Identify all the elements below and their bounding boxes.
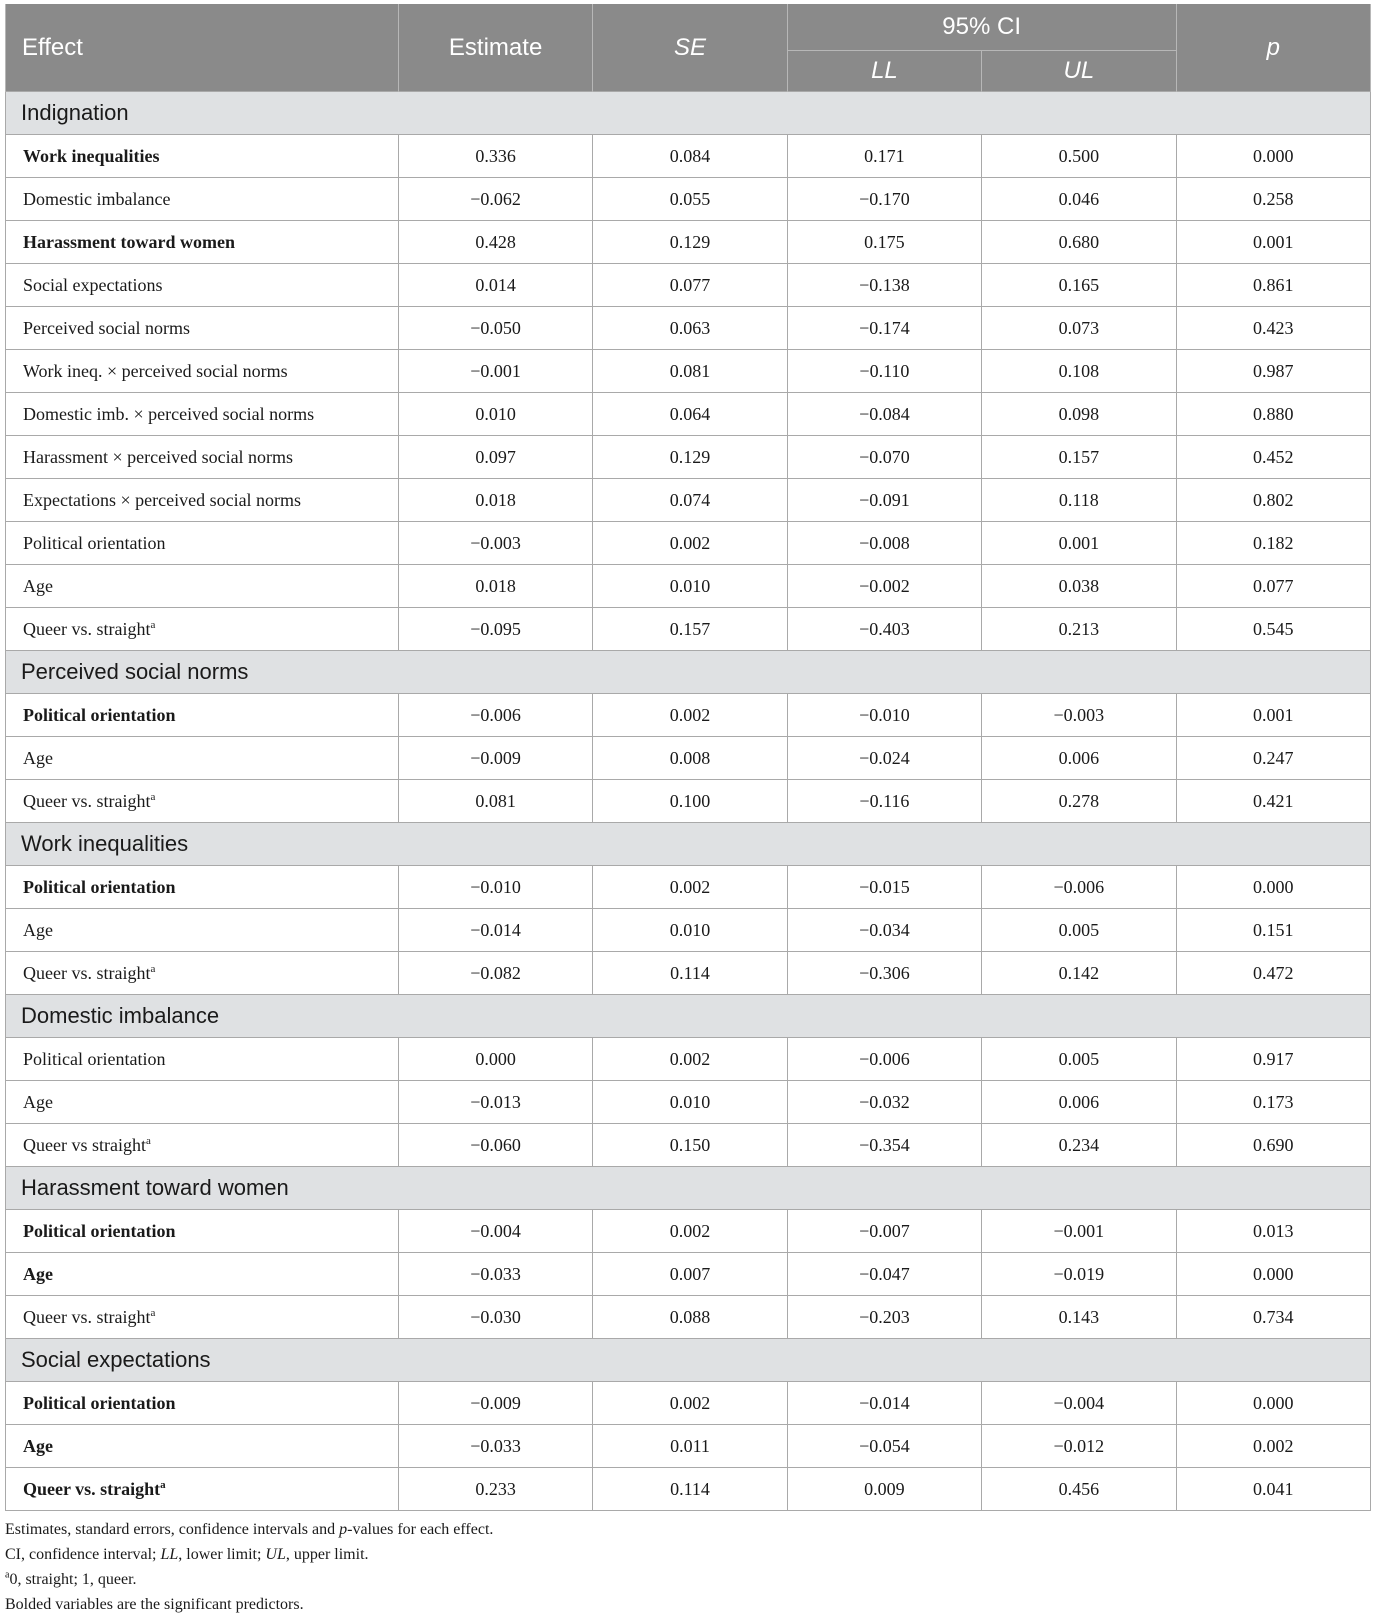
ll-cell: −0.110	[787, 350, 981, 393]
effect-cell	[6, 264, 399, 307]
effect-label: Queer vs. straight	[23, 962, 151, 983]
table-row	[6, 1210, 1371, 1253]
se-cell: 0.010	[593, 1081, 787, 1124]
p-cell: 0.041	[1176, 1468, 1370, 1511]
effect-label: Age	[23, 919, 53, 940]
ul-cell: 0.006	[982, 1081, 1176, 1124]
p-cell: 0.077	[1176, 565, 1370, 608]
effect-cell	[6, 1382, 399, 1425]
se-cell: 0.100	[593, 780, 787, 823]
ll-cell: −0.007	[787, 1210, 981, 1253]
se-cell: 0.084	[593, 135, 787, 178]
effect-label: Political orientation	[23, 1220, 176, 1241]
effect-label: Social expectations	[23, 274, 163, 295]
estimate-cell: −0.033	[398, 1425, 592, 1468]
effect-cell	[6, 221, 399, 264]
footnote-marker: a	[150, 790, 156, 803]
estimate-cell: 0.018	[398, 479, 592, 522]
estimate-cell: −0.050	[398, 307, 592, 350]
ul-cell: 0.006	[982, 737, 1176, 780]
se-cell: 0.010	[593, 565, 787, 608]
ll-cell: −0.091	[787, 479, 981, 522]
section-header-row	[6, 1167, 1371, 1210]
effect-cell	[6, 909, 399, 952]
p-cell: 0.001	[1176, 694, 1370, 737]
estimate-cell: 0.233	[398, 1468, 592, 1511]
ul-cell: −0.019	[982, 1253, 1176, 1296]
table-row	[6, 221, 1371, 264]
estimate-cell: −0.060	[398, 1124, 592, 1167]
p-cell: 0.013	[1176, 1210, 1370, 1253]
ul-cell: 0.005	[982, 1038, 1176, 1081]
se-cell: 0.074	[593, 479, 787, 522]
effect-label: Political orientation	[23, 876, 176, 897]
effect-label: Political orientation	[23, 1392, 176, 1413]
section-title: Harassment toward women	[6, 1167, 1371, 1210]
ll-cell: −0.084	[787, 393, 981, 436]
effect-cell	[6, 1253, 399, 1296]
estimate-cell: −0.001	[398, 350, 592, 393]
footnote-line: Bolded variables are the significant predictors.	[5, 1596, 304, 1613]
ul-cell: −0.006	[982, 866, 1176, 909]
ul-cell: 0.680	[982, 221, 1176, 264]
ul-cell: 0.038	[982, 565, 1176, 608]
ul-cell: 0.165	[982, 264, 1176, 307]
estimate-cell: −0.033	[398, 1253, 592, 1296]
table-row	[6, 522, 1371, 565]
ul-cell: 0.142	[982, 952, 1176, 995]
footnote-marker: a	[150, 618, 156, 631]
effect-cell	[6, 1296, 399, 1339]
table-row	[6, 393, 1371, 436]
ll-cell: −0.203	[787, 1296, 981, 1339]
se-cell: 0.081	[593, 350, 787, 393]
se-cell: 0.002	[593, 1038, 787, 1081]
effect-label: Political orientation	[23, 1048, 166, 1069]
section-header-row	[6, 823, 1371, 866]
ll-cell: −0.354	[787, 1124, 981, 1167]
p-cell: 0.545	[1176, 608, 1370, 651]
effect-label: Work inequalities	[23, 145, 160, 166]
effect-label: Domestic imbalance	[23, 188, 171, 209]
effect-label: Age	[23, 1263, 53, 1284]
ul-cell: 0.046	[982, 178, 1176, 221]
effect-cell	[6, 479, 399, 522]
p-cell: 0.000	[1176, 866, 1370, 909]
se-cell: 0.077	[593, 264, 787, 307]
p-cell: 0.917	[1176, 1038, 1370, 1081]
header-estimate: Estimate	[398, 4, 592, 92]
se-cell: 0.114	[593, 1468, 787, 1511]
effect-cell	[6, 565, 399, 608]
ul-cell: 0.118	[982, 479, 1176, 522]
table-row	[6, 866, 1371, 909]
section-title: Work inequalities	[6, 823, 1371, 866]
ul-cell: 0.456	[982, 1468, 1176, 1511]
effect-cell	[6, 393, 399, 436]
effect-cell	[6, 350, 399, 393]
footnote-line: $^a$0, straight; 1, queer.	[5, 1569, 137, 1588]
footnote-line: CI, confidence interval; LL, lower limit; UL, upper limit.	[5, 1546, 369, 1563]
p-cell: 0.421	[1176, 780, 1370, 823]
effect-label: Perceived social norms	[23, 317, 190, 338]
table-row	[6, 1468, 1371, 1511]
ll-cell: −0.002	[787, 565, 981, 608]
p-cell: 0.452	[1176, 436, 1370, 479]
se-cell: 0.157	[593, 608, 787, 651]
effect-cell	[6, 436, 399, 479]
ul-cell: −0.003	[982, 694, 1176, 737]
p-cell: 0.987	[1176, 350, 1370, 393]
ll-cell: −0.174	[787, 307, 981, 350]
table-footnotes	[5, 1517, 1371, 1617]
table-row	[6, 1425, 1371, 1468]
effect-cell	[6, 952, 399, 995]
se-cell: 0.002	[593, 522, 787, 565]
table-row	[6, 264, 1371, 307]
ul-cell: 0.001	[982, 522, 1176, 565]
effect-label: Queer vs. straight	[23, 790, 151, 811]
ul-cell: 0.278	[982, 780, 1176, 823]
table-row	[6, 479, 1371, 522]
table-row	[6, 135, 1371, 178]
ll-cell: −0.008	[787, 522, 981, 565]
estimate-cell: −0.009	[398, 1382, 592, 1425]
table-row	[6, 307, 1371, 350]
ul-cell: 0.108	[982, 350, 1176, 393]
section-title: Perceived social norms	[6, 651, 1371, 694]
effect-cell	[6, 1038, 399, 1081]
ul-cell: 0.500	[982, 135, 1176, 178]
p-cell: 0.880	[1176, 393, 1370, 436]
ll-cell: −0.170	[787, 178, 981, 221]
table-row	[6, 1382, 1371, 1425]
table-row	[6, 780, 1371, 823]
p-cell: 0.173	[1176, 1081, 1370, 1124]
ll-cell: −0.014	[787, 1382, 981, 1425]
header-effect: Effect	[6, 4, 399, 92]
table-row	[6, 1124, 1371, 1167]
effect-label: Queer vs. straight	[23, 618, 151, 639]
header-ll: LL	[787, 51, 981, 92]
table-row	[6, 436, 1371, 479]
table-row	[6, 694, 1371, 737]
effect-label: Political orientation	[23, 704, 176, 725]
estimate-cell: 0.081	[398, 780, 592, 823]
se-cell: 0.002	[593, 1210, 787, 1253]
estimate-cell: −0.014	[398, 909, 592, 952]
se-cell: 0.002	[593, 1382, 787, 1425]
estimate-cell: −0.013	[398, 1081, 592, 1124]
effect-cell	[6, 1124, 399, 1167]
section-header-row	[6, 92, 1371, 135]
section-header-row	[6, 1339, 1371, 1382]
table-row	[6, 1038, 1371, 1081]
effect-cell	[6, 1468, 399, 1511]
se-cell: 0.063	[593, 307, 787, 350]
effect-cell	[6, 1210, 399, 1253]
table-body	[6, 92, 1371, 1511]
estimate-cell: −0.004	[398, 1210, 592, 1253]
header-ul: UL	[982, 51, 1176, 92]
estimate-cell: 0.018	[398, 565, 592, 608]
effect-cell	[6, 608, 399, 651]
effect-label: Work ineq. × perceived social norms	[23, 360, 288, 381]
table-row	[6, 608, 1371, 651]
ll-cell: −0.138	[787, 264, 981, 307]
ul-cell: 0.098	[982, 393, 1176, 436]
ll-cell: 0.171	[787, 135, 981, 178]
effect-label: Queer vs straight	[23, 1134, 146, 1155]
estimate-cell: −0.082	[398, 952, 592, 995]
ul-cell: 0.157	[982, 436, 1176, 479]
header-se: SE	[593, 4, 787, 92]
ul-cell: 0.073	[982, 307, 1176, 350]
results-table	[5, 4, 1371, 1511]
effect-label: Age	[23, 1091, 53, 1112]
table-row	[6, 1296, 1371, 1339]
table-row	[6, 952, 1371, 995]
estimate-cell: −0.030	[398, 1296, 592, 1339]
p-cell: 0.472	[1176, 952, 1370, 995]
effect-cell	[6, 780, 399, 823]
estimate-cell: 0.000	[398, 1038, 592, 1081]
estimate-cell: −0.010	[398, 866, 592, 909]
ll-cell: −0.032	[787, 1081, 981, 1124]
section-header-row	[6, 995, 1371, 1038]
table-header	[6, 4, 1371, 92]
estimate-cell: 0.097	[398, 436, 592, 479]
ll-cell: −0.006	[787, 1038, 981, 1081]
se-cell: 0.064	[593, 393, 787, 436]
p-cell: 0.734	[1176, 1296, 1370, 1339]
section-title: Indignation	[6, 92, 1371, 135]
table-row	[6, 737, 1371, 780]
table-row	[6, 909, 1371, 952]
ul-cell: 0.213	[982, 608, 1176, 651]
effect-label: Age	[23, 1435, 53, 1456]
estimate-cell: −0.095	[398, 608, 592, 651]
estimate-cell: −0.003	[398, 522, 592, 565]
ul-cell: 0.143	[982, 1296, 1176, 1339]
estimate-cell: −0.062	[398, 178, 592, 221]
effect-label: Harassment toward women	[23, 231, 235, 252]
effect-cell	[6, 737, 399, 780]
effect-label: Domestic imb. × perceived social norms	[23, 403, 315, 424]
ll-cell: −0.403	[787, 608, 981, 651]
ll-cell: −0.015	[787, 866, 981, 909]
se-cell: 0.114	[593, 952, 787, 995]
p-cell: 0.000	[1176, 135, 1370, 178]
ul-cell: 0.005	[982, 909, 1176, 952]
effect-label: Queer vs. straight	[23, 1306, 151, 1327]
ll-cell: −0.024	[787, 737, 981, 780]
ll-cell: −0.054	[787, 1425, 981, 1468]
header-ci: 95% CI	[787, 4, 1176, 51]
footnote-line: Estimates, standard errors, confidence intervals and p-values for each effect.	[5, 1521, 494, 1538]
p-cell: 0.000	[1176, 1382, 1370, 1425]
footnote-marker: a	[145, 1134, 151, 1147]
effect-cell	[6, 694, 399, 737]
ll-cell: −0.047	[787, 1253, 981, 1296]
effect-cell	[6, 307, 399, 350]
ll-cell: −0.306	[787, 952, 981, 995]
se-cell: 0.129	[593, 221, 787, 264]
se-cell: 0.088	[593, 1296, 787, 1339]
effect-cell	[6, 1425, 399, 1468]
ll-cell: −0.116	[787, 780, 981, 823]
ul-cell: −0.001	[982, 1210, 1176, 1253]
effect-label: Harassment × perceived social norms	[23, 446, 294, 467]
se-cell: 0.007	[593, 1253, 787, 1296]
table-row	[6, 565, 1371, 608]
ll-cell: 0.175	[787, 221, 981, 264]
p-cell: 0.423	[1176, 307, 1370, 350]
estimate-cell: 0.010	[398, 393, 592, 436]
effect-label: Age	[23, 747, 53, 768]
p-cell: 0.802	[1176, 479, 1370, 522]
estimate-cell: 0.428	[398, 221, 592, 264]
se-cell: 0.011	[593, 1425, 787, 1468]
p-cell: 0.861	[1176, 264, 1370, 307]
table-row	[6, 1253, 1371, 1296]
estimate-cell: 0.014	[398, 264, 592, 307]
effect-label: Age	[23, 575, 53, 596]
effect-cell	[6, 866, 399, 909]
footnote-marker: a	[160, 1478, 166, 1491]
se-cell: 0.150	[593, 1124, 787, 1167]
estimate-cell: 0.336	[398, 135, 592, 178]
se-cell: 0.002	[593, 866, 787, 909]
p-cell: 0.258	[1176, 178, 1370, 221]
effect-label: Political orientation	[23, 532, 166, 553]
ul-cell: −0.004	[982, 1382, 1176, 1425]
p-cell: 0.001	[1176, 221, 1370, 264]
estimate-cell: −0.009	[398, 737, 592, 780]
se-cell: 0.129	[593, 436, 787, 479]
p-cell: 0.000	[1176, 1253, 1370, 1296]
table-row	[6, 350, 1371, 393]
table-row	[6, 1081, 1371, 1124]
effect-label: Queer vs. straight	[23, 1478, 161, 1499]
section-header-row	[6, 651, 1371, 694]
p-cell: 0.690	[1176, 1124, 1370, 1167]
footnote-marker: a	[150, 1306, 156, 1319]
se-cell: 0.055	[593, 178, 787, 221]
ll-cell: −0.010	[787, 694, 981, 737]
footnote-marker: a	[150, 962, 156, 975]
effect-label: Expectations × perceived social norms	[23, 489, 302, 510]
se-cell: 0.010	[593, 909, 787, 952]
estimate-cell: −0.006	[398, 694, 592, 737]
section-title: Domestic imbalance	[6, 995, 1371, 1038]
p-cell: 0.182	[1176, 522, 1370, 565]
effect-cell	[6, 1081, 399, 1124]
se-cell: 0.008	[593, 737, 787, 780]
p-cell: 0.002	[1176, 1425, 1370, 1468]
se-cell: 0.002	[593, 694, 787, 737]
effect-cell	[6, 522, 399, 565]
p-cell: 0.247	[1176, 737, 1370, 780]
effect-cell	[6, 178, 399, 221]
header-p: p	[1176, 4, 1370, 92]
ll-cell: −0.034	[787, 909, 981, 952]
ul-cell: 0.234	[982, 1124, 1176, 1167]
section-title: Social expectations	[6, 1339, 1371, 1382]
ll-cell: −0.070	[787, 436, 981, 479]
table-row	[6, 178, 1371, 221]
p-cell: 0.151	[1176, 909, 1370, 952]
ll-cell: 0.009	[787, 1468, 981, 1511]
ul-cell: −0.012	[982, 1425, 1176, 1468]
effect-cell	[6, 135, 399, 178]
